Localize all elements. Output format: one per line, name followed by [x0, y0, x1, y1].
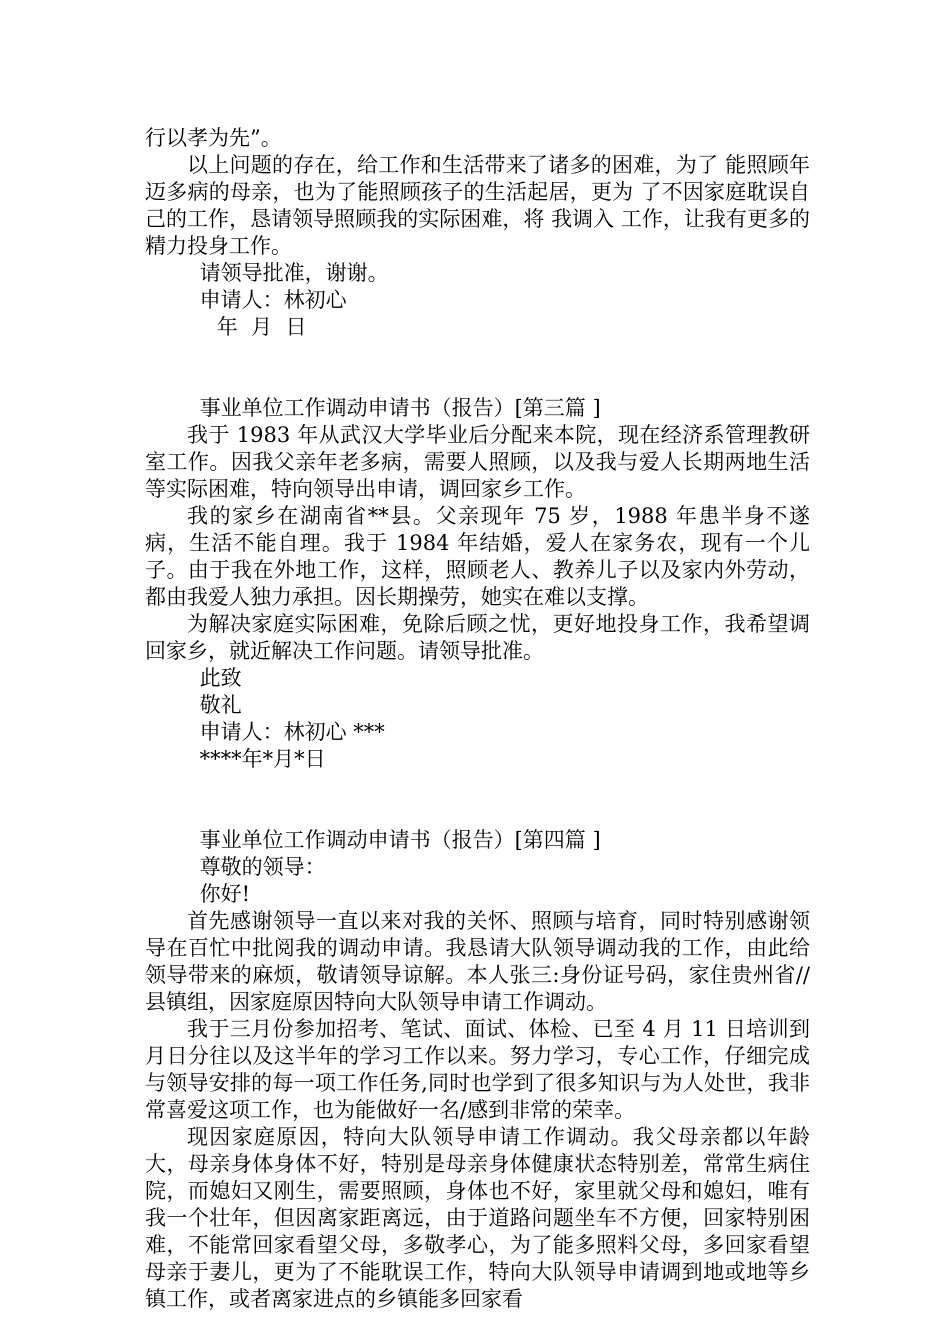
section-four	[145, 827, 810, 1313]
document-body	[145, 125, 810, 1313]
date-line: ****年*月*日	[199, 747, 326, 771]
section-heading: 事业单位工作调动申请书（报告）[第三篇 ]	[199, 396, 601, 420]
paragraph: 现因家庭原因，特向大队领导申请工作调动。我父母亲都以年龄大，母亲身体身体不好，特别是母亲身体健康状态特别差，常常生病住院，而媳妇又刚生，需要照顾，身体也不好，家里就父母和媳妇，唯有我一个壮年，但因离家距离远，由于道路问题坐车不方便，回家特别困难，不能常回家看望父母，多敬孝心，为了能多照料父母，多回家看望母亲于妻儿，更为了不能耽误工作，特向大队领导申请调到地或地等乡镇工作，或者离家进点的乡镇能多回家看	[145, 1125, 810, 1311]
closing-line: 此致	[199, 666, 242, 690]
paragraph: 行以孝为先”。	[145, 126, 282, 150]
paragraph: 我于 1983 年从武汉大学毕业后分配来本院，现在经济系管理教研室工作。因我父亲年老多病，需要人照顾，以及我与爱人长期两地生活等实际困难，特向领导出申请，调回家乡工作。	[145, 423, 810, 501]
paragraph: 我的家乡在湖南省**县。父亲现年 75 岁，1988 年患半身不遂病，生活不能自理。我于 1984 年结婚，爱人在家务农，现有一个儿子。由于我在外地工作，这样，照顾老人、教养儿子以及家内外劳动，都由我爱人独力承担。因长期操劳，她实在难以支撑。	[145, 504, 810, 609]
date-line: 年 月 日	[210, 315, 307, 339]
closing-line: 敬礼	[199, 693, 242, 717]
request-line: 请领导批准，谢谢。	[199, 261, 389, 285]
section-spacer	[145, 341, 810, 395]
applicant-signature: 申请人：林初心 ***	[199, 720, 385, 744]
paragraph: 以上问题的存在，给工作和生活带来了诸多的困难，为了 能照顾年迈多病的母亲，也为了能照顾孩子的生活起居，更为 了不因家庭耽误自己的工作，恳请领导照顾我的实际困难，将 我调入 工作，让我有更多的精力投身工作。	[145, 153, 810, 258]
section-two-tail	[145, 125, 810, 341]
paragraph: 首先感谢领导一直以来对我的关怀、照顾与培育，同时特别感谢领导在百忙中批阅我的调动申请。我恳请大队领导调动我的工作，由此给领导带来的麻烦，敬请领导谅解。本人张三:身份证号码，家住贵州省//县镇组，因家庭原因特向大队领导申请工作调动。	[145, 909, 810, 1014]
salutation: 尊敬的领导：	[199, 855, 326, 879]
section-heading: 事业单位工作调动申请书（报告）[第四篇 ]	[199, 828, 601, 852]
paragraph: 为解决家庭实际困难，免除后顾之忧，更好地投身工作，我希望调回家乡，就近解决工作问题。请领导批准。	[145, 612, 810, 663]
section-spacer	[145, 773, 810, 827]
paragraph: 我于三月份参加招考、笔试、面试、体检、已至 4 月 11 日培训到月日分往以及这半年的学习工作以来。努力学习，专心工作，仔细完成与领导安排的每一项工作任务,同时也学到了很多知识与为人处世，我非常喜爱这项工作，也为能做好一名/感到非常的荣幸。	[145, 1017, 810, 1122]
applicant-signature: 申请人：林初心	[199, 288, 347, 312]
section-three	[145, 395, 810, 773]
greeting: 你好!	[199, 882, 251, 906]
